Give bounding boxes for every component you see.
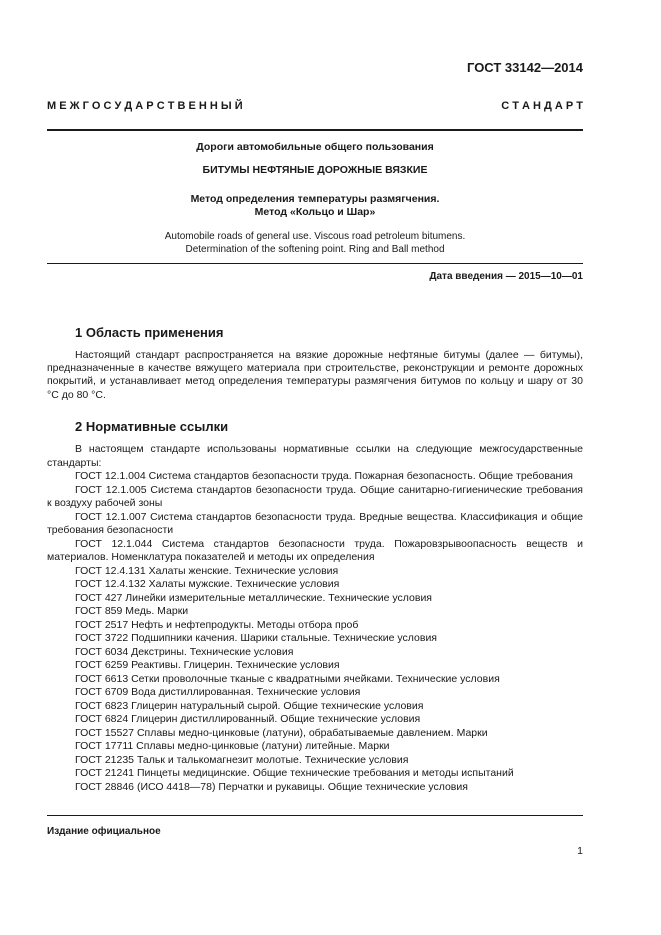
list-item: ГОСТ 12.4.131 Халаты женские. Технические условия bbox=[75, 564, 339, 577]
standard-banner bbox=[47, 100, 583, 116]
list-item: ГОСТ 6259 Реактивы. Глицерин. Технические условия bbox=[75, 659, 340, 671]
list-item: ГОСТ 21235 Тальк и талькомагнезит молотые. Технические условия bbox=[75, 753, 409, 766]
banner-standard: С Т А Н Д А Р Т bbox=[501, 100, 583, 112]
title-method-line-b: Метод «Кольцо и Шар» bbox=[254, 206, 376, 218]
list-item: ГОСТ 2517 Нефть и нефтепродукты. Методы отбора проб bbox=[75, 618, 359, 631]
title-line-2: БИТУМЫ НЕФТЯНЫЕ ДОРОЖНЫЕ ВЯЗКИЕ bbox=[202, 164, 428, 176]
document-code: ГОСТ 33142—2014 bbox=[467, 60, 583, 75]
list-item: ГОСТ 28846 (ИСО 4418—78) Перчатки и рукавицы. Общие технические условия bbox=[75, 780, 468, 793]
list-item: ГОСТ 12.1.007 Система стандартов безопасности труда. Вредные вещества. Классификация и общие требования безопасности bbox=[47, 510, 583, 536]
list-item: В настоящем стандарте использованы нормативные ссылки на следующие межгосударственные стандарты: bbox=[47, 443, 583, 469]
title-divider bbox=[47, 263, 583, 264]
introduction-date: Дата введения — 2015—10—01 bbox=[429, 271, 583, 282]
list-item: ГОСТ 21241 Пинцеты медицинские. Общие технические требования и методы испытаний bbox=[75, 767, 514, 779]
section-2-heading: 2 Нормативные ссылки bbox=[75, 419, 229, 434]
page-number: 1 bbox=[577, 845, 583, 857]
list-item: ГОСТ 6824 Глицерин дистиллированный. Общие технические условия bbox=[75, 713, 421, 725]
section-1-heading: 1 Область применения bbox=[75, 325, 224, 340]
list-item: ГОСТ 3722 Подшипники качения. Шарики стальные. Технические условия bbox=[75, 632, 437, 644]
list-item: ГОСТ 6823 Глицерин натуральный сырой. Общие технические условия bbox=[75, 699, 424, 712]
footer-divider bbox=[47, 815, 583, 816]
list-item: ГОСТ 859 Медь. Марки bbox=[75, 605, 189, 617]
list-item: ГОСТ 15527 Сплавы медно-цинковые (латуни), обрабатываемые давлением. Марки bbox=[75, 726, 488, 739]
list-item: ГОСТ 12.1.004 Система стандартов безопасности труда. Пожарная безопасность. Общие требования bbox=[75, 470, 573, 482]
english-title-line-2: Determination of the softening point. Ring and Ball method bbox=[185, 244, 445, 255]
normative-references-list bbox=[47, 443, 583, 794]
list-item: ГОСТ 12.1.005 Система стандартов безопасности труда. Общие санитарно-гигиенические требования к воздуху рабочей зоны bbox=[47, 483, 583, 509]
list-item: ГОСТ 17711 Сплавы медно-цинковые (латуни) литейные. Марки bbox=[75, 740, 390, 752]
section-1-text: Настоящий стандарт распространяется на вязкие дорожные нефтяные битумы (далее — битумы), предназначенные в качестве вяжущего материала при строительстве, реконструкции и ремонте дорожных покрытий, и устанавливает метод определения температуры размягчения битумов по кольцу и шару от 30 °С до 80 °С. bbox=[47, 349, 583, 401]
banner-interstate: М Е Ж Г О С У Д А Р С Т В Е Н Н Ы Й bbox=[47, 100, 243, 112]
english-title-line-1: Automobile roads of general use. Viscous road petroleum bitumens. bbox=[164, 231, 466, 242]
list-item: ГОСТ 6034 Декстрины. Технические условия bbox=[75, 645, 294, 658]
title-line-1: Дороги автомобильные общего пользования bbox=[196, 141, 434, 153]
list-item: ГОСТ 6613 Сетки проволочные тканые с квадратными ячейками. Технические условия bbox=[75, 672, 500, 685]
list-item: ГОСТ 427 Линейки измерительные металлические. Технические условия bbox=[75, 591, 432, 604]
list-item: ГОСТ 6709 Вода дистиллированная. Технические условия bbox=[75, 686, 361, 698]
english-title bbox=[47, 230, 583, 256]
title-method bbox=[47, 193, 583, 219]
header-divider bbox=[47, 129, 583, 131]
list-item: ГОСТ 12.1.044 Система стандартов безопасности труда. Пожаровзрывоопасность веществ и материалов. Номенклатура показателей и методы их определения bbox=[47, 537, 583, 563]
title-method-line-a: Метод определения температуры размягчения. bbox=[190, 193, 440, 205]
list-item: ГОСТ 12.4.132 Халаты мужские. Технические условия bbox=[75, 578, 340, 590]
official-edition-note: Издание официальное bbox=[47, 826, 161, 837]
